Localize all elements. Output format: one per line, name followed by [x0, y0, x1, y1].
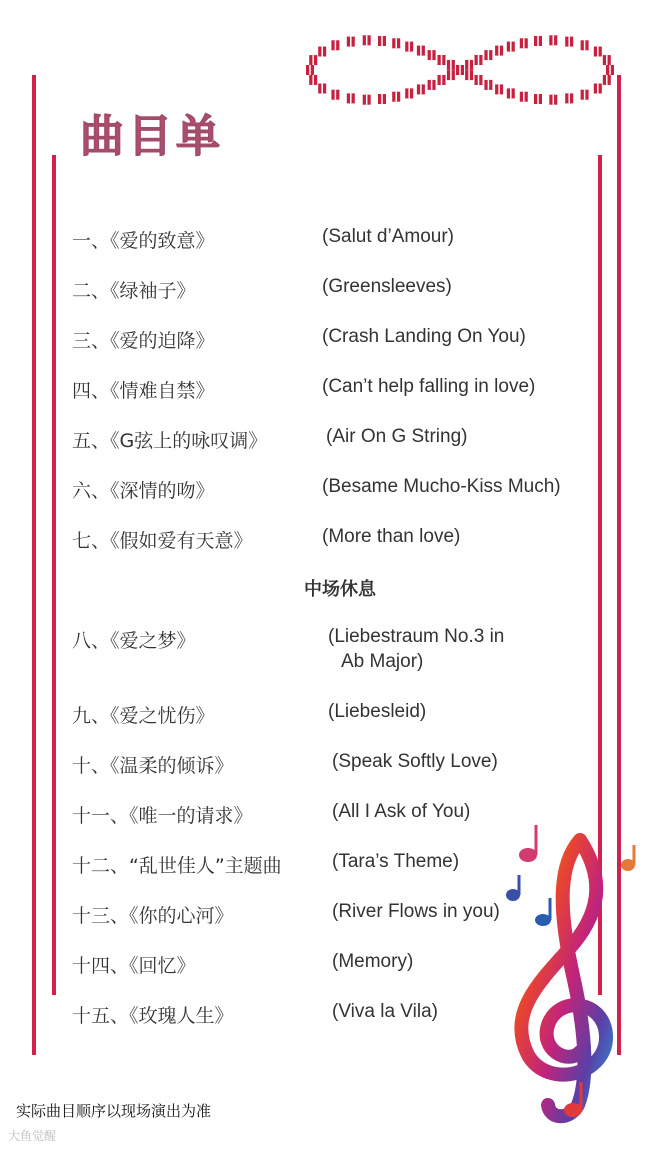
music-note-icon-3	[535, 898, 551, 926]
intermission-label: 中场休息	[304, 579, 376, 600]
left-rail-inner	[52, 155, 56, 995]
program-item-8-en-line2: Ab Major)	[341, 651, 424, 672]
program-item-3-cn: 三、《爱的迫降》	[72, 330, 215, 352]
program-item-15-en: (Viva la Vila)	[332, 1001, 438, 1022]
program-item-6-en: (Besame Mucho-Kiss Much)	[322, 476, 561, 497]
program-item-13-en: (River Flows in you)	[332, 901, 500, 922]
program-item-4-en: (Can’t help falling in love)	[322, 376, 536, 397]
music-note-icon-1	[519, 825, 537, 862]
program-item-14-cn: 十四、《回忆》	[72, 955, 196, 977]
program-item-1-cn: 一、《爱的致意》	[72, 230, 215, 252]
title-char-2: 目	[128, 100, 174, 164]
program-item-14-en: (Memory)	[332, 951, 414, 972]
program-item-12-cn: 十二、“乱世佳人”主题曲	[72, 855, 282, 877]
music-note-icon-4	[621, 845, 635, 871]
program-item-4-cn: 四、《情难自禁》	[72, 380, 215, 402]
music-note-icon-2	[506, 875, 520, 901]
program-item-10-cn: 十、《温柔的倾诉》	[72, 755, 234, 777]
program-item-11-en: (All I Ask of You)	[332, 801, 471, 822]
title-char-1: 曲	[80, 100, 126, 164]
treble-clef-shape	[521, 840, 606, 1116]
program-item-6-cn: 六、《深情的吻》	[72, 480, 215, 502]
program-item-8-cn: 八、《爱之梦》	[72, 630, 196, 652]
program-item-12-en: (Tara’s Theme)	[332, 851, 460, 872]
program-item-2-en: (Greensleeves)	[322, 276, 452, 297]
title-char-3: 单	[176, 100, 222, 164]
program-item-3-en: (Crash Landing On You)	[322, 326, 526, 347]
program-item-8-en: (Liebestraum No.3 in	[328, 626, 505, 647]
footer-note: 实际曲目顺序以现场演出为准	[16, 1102, 212, 1120]
program-item-13-cn: 十三、《你的心河》	[72, 905, 234, 927]
program-item-10-en: (Speak Softly Love)	[332, 751, 498, 772]
program-item-7-cn: 七、《假如爱有天意》	[72, 530, 253, 552]
left-rail-outer	[32, 75, 36, 1055]
program-item-5-cn: 五、《G弦上的咏叹调》	[72, 430, 268, 452]
program-item-7-en: (More than love)	[322, 526, 461, 547]
treble-clef-decoration	[488, 820, 648, 1130]
program-item-5-en: (Air On G String)	[326, 426, 468, 447]
program-item-9-en: (Liebesleid)	[328, 701, 427, 722]
program-item-2-cn: 二、《绿袖子》	[72, 280, 196, 302]
program-item-15-cn: 十五、《玫瑰人生》	[72, 1005, 234, 1027]
watermark-logo: 大鱼觉醒	[8, 1129, 57, 1143]
infinity-gift-decoration	[300, 15, 620, 125]
program-item-9-cn: 九、《爱之忧伤》	[72, 705, 215, 727]
program-item-11-cn: 十一、《唯一的请求》	[72, 805, 253, 827]
page-title	[80, 100, 222, 164]
program-item-1-en: (Salut d’Amour)	[322, 226, 454, 247]
